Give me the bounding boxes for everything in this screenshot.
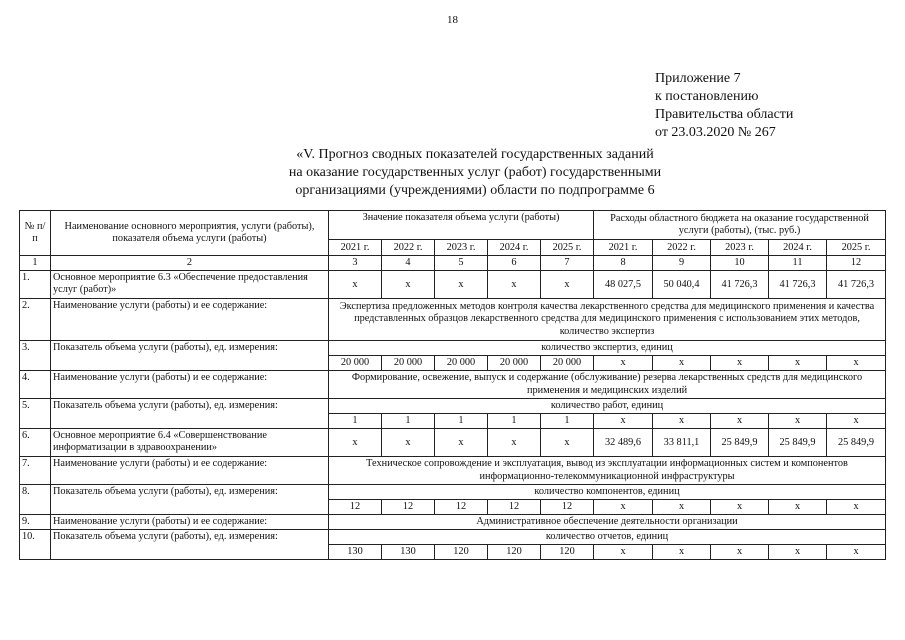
row-name: Наименование услуги (работы) и ее содержание:	[51, 457, 329, 485]
value-cell: 12	[541, 500, 594, 515]
table-row	[20, 299, 886, 341]
value-cell: 48 027,5	[594, 271, 653, 299]
value-cell: 41 726,3	[827, 271, 886, 299]
year-cell: 2025 г.	[541, 240, 594, 256]
table-row	[20, 530, 886, 545]
column-number: 10	[711, 256, 769, 271]
value-cell: 41 726,3	[711, 271, 769, 299]
value-cell: 1	[435, 414, 488, 429]
value-cell: х	[541, 429, 594, 457]
row-name: Основное мероприятие 6.3 «Обеспечение предоставления услуг (работ)»	[51, 271, 329, 299]
value-cell: х	[594, 414, 653, 429]
value-cell: 25 849,9	[827, 429, 886, 457]
value-cell: х	[653, 500, 711, 515]
row-num: 2.	[20, 299, 51, 341]
value-cell: х	[827, 414, 886, 429]
column-number: 2	[51, 256, 329, 271]
column-number: 6	[488, 256, 541, 271]
value-cell: 20 000	[541, 356, 594, 371]
service-description: Формирование, освежение, выпуск и содержание (обслуживание) резерва лекарственных средств для медицинского применения и медицинских изделий	[329, 371, 886, 399]
row-num: 6.	[20, 429, 51, 457]
value-cell: 120	[488, 545, 541, 560]
header-num: № п/п	[20, 211, 51, 256]
value-cell: х	[382, 271, 435, 299]
row-name: Показатель объема услуги (работы), ед. измерения:	[51, 530, 329, 560]
service-description: Техническое сопровождение и эксплуатация, вывод из эксплуатации информационных систем и компонентов информационно-телекоммуникационной инфраструктуры	[329, 457, 886, 485]
row-name: Основное мероприятие 6.4 «Совершенствование информатизации в здравоохранении»	[51, 429, 329, 457]
value-cell: 1	[329, 414, 382, 429]
row-name: Наименование услуги (работы) и ее содержание:	[51, 515, 329, 530]
value-cell: х	[653, 356, 711, 371]
column-number: 1	[20, 256, 51, 271]
value-cell: х	[594, 545, 653, 560]
column-number: 3	[329, 256, 382, 271]
unit-cell: количество работ, единиц	[329, 399, 886, 414]
value-cell: 32 489,6	[594, 429, 653, 457]
value-cell: х	[594, 356, 653, 371]
table-row	[20, 371, 886, 399]
appendix-line: к постановлению	[655, 89, 759, 104]
value-cell: х	[435, 429, 488, 457]
row-name: Наименование услуги (работы) и ее содержание:	[51, 371, 329, 399]
column-number: 7	[541, 256, 594, 271]
value-cell: 25 849,9	[769, 429, 827, 457]
column-number: 5	[435, 256, 488, 271]
header-volume-group: Значение показателя объема услуги (работы)	[329, 211, 594, 240]
value-cell: 20 000	[329, 356, 382, 371]
row-num: 9.	[20, 515, 51, 530]
value-cell: 12	[435, 500, 488, 515]
value-cell: х	[827, 545, 886, 560]
table-row	[20, 515, 886, 530]
column-number: 11	[769, 256, 827, 271]
row-name: Показатель объема услуги (работы), ед. измерения:	[51, 399, 329, 429]
value-cell: 1	[382, 414, 435, 429]
title-line: организациями (учреждениями) области по подпрограмме 6	[295, 183, 655, 198]
year-cell: 2024 г.	[769, 240, 827, 256]
value-cell: 1	[541, 414, 594, 429]
table-row	[20, 485, 886, 500]
document-title	[210, 146, 740, 200]
table-row	[20, 457, 886, 485]
row-num: 7.	[20, 457, 51, 485]
value-cell: 12	[488, 500, 541, 515]
column-number: 4	[382, 256, 435, 271]
value-cell: х	[329, 271, 382, 299]
column-number: 9	[653, 256, 711, 271]
value-cell: х	[488, 429, 541, 457]
year-cell: 2023 г.	[711, 240, 769, 256]
value-cell: х	[769, 356, 827, 371]
value-cell: х	[711, 545, 769, 560]
value-cell: 130	[382, 545, 435, 560]
value-cell: х	[329, 429, 382, 457]
unit-cell: количество отчетов, единиц	[329, 530, 886, 545]
title-line: на оказание государственных услуг (работ) государственными	[288, 165, 662, 180]
value-cell: х	[827, 500, 886, 515]
table-row	[20, 429, 886, 457]
service-description: Экспертиза предложенных методов контроля качества лекарственного средства для медицинского применения и качества представленных образцов лекарственного средства для медицинского применения с использованием этих методов, количество экспертиз	[329, 299, 886, 341]
value-cell: 120	[541, 545, 594, 560]
year-cell: 2025 г.	[827, 240, 886, 256]
value-cell: 25 849,9	[711, 429, 769, 457]
value-cell: х	[382, 429, 435, 457]
row-num: 10.	[20, 530, 51, 560]
year-cell: 2022 г.	[653, 240, 711, 256]
appendix-line: от 23.03.2020 № 267	[655, 125, 776, 140]
unit-cell: количество экспертиз, единиц	[329, 341, 886, 356]
value-cell: х	[435, 271, 488, 299]
appendix-block	[655, 70, 793, 142]
value-cell: х	[769, 545, 827, 560]
value-cell: 41 726,3	[769, 271, 827, 299]
service-description: Административное обеспечение деятельности организации	[329, 515, 886, 530]
row-name: Показатель объема услуги (работы), ед. измерения:	[51, 485, 329, 515]
value-cell: 12	[329, 500, 382, 515]
value-cell: х	[653, 545, 711, 560]
value-cell: х	[541, 271, 594, 299]
value-cell: 20 000	[382, 356, 435, 371]
row-name: Наименование услуги (работы) и ее содержание:	[51, 299, 329, 341]
year-cell: 2022 г.	[382, 240, 435, 256]
row-num: 5.	[20, 399, 51, 429]
value-cell: х	[653, 414, 711, 429]
value-cell: х	[769, 414, 827, 429]
year-cell: 2021 г.	[594, 240, 653, 256]
appendix-line: Правительства области	[655, 107, 794, 122]
value-cell: 12	[382, 500, 435, 515]
value-cell: 120	[435, 545, 488, 560]
page-number: 18	[447, 14, 458, 26]
value-cell: 20 000	[488, 356, 541, 371]
table-row	[20, 399, 886, 414]
row-num: 8.	[20, 485, 51, 515]
row-name: Показатель объема услуги (работы), ед. измерения:	[51, 341, 329, 371]
year-cell: 2024 г.	[488, 240, 541, 256]
header-row	[20, 211, 886, 240]
value-cell: х	[769, 500, 827, 515]
value-cell: 33 811,1	[653, 429, 711, 457]
unit-cell: количество компонентов, единиц	[329, 485, 886, 500]
row-num: 4.	[20, 371, 51, 399]
forecast-table	[19, 210, 886, 560]
value-cell: х	[711, 356, 769, 371]
value-cell: 1	[488, 414, 541, 429]
value-cell: 130	[329, 545, 382, 560]
value-cell: х	[711, 500, 769, 515]
value-cell: х	[827, 356, 886, 371]
column-number: 8	[594, 256, 653, 271]
row-num: 1.	[20, 271, 51, 299]
header-expense-group: Расходы областного бюджета на оказание государственной услуги (работы), (тыс. руб.)	[594, 211, 886, 240]
table-row	[20, 341, 886, 356]
value-cell: х	[594, 500, 653, 515]
value-cell: 20 000	[435, 356, 488, 371]
value-cell: 50 040,4	[653, 271, 711, 299]
year-cell: 2021 г.	[329, 240, 382, 256]
value-cell: х	[711, 414, 769, 429]
table-row	[20, 271, 886, 299]
header-name: Наименование основного мероприятия, услуги (работы), показателя объема услуги (работы)	[51, 211, 329, 256]
column-number: 12	[827, 256, 886, 271]
title-line: «V. Прогноз сводных показателей государственных заданий	[296, 147, 654, 162]
value-cell: х	[488, 271, 541, 299]
year-cell: 2023 г.	[435, 240, 488, 256]
row-num: 3.	[20, 341, 51, 371]
appendix-line: Приложение 7	[655, 71, 741, 86]
column-number-row	[20, 256, 886, 271]
